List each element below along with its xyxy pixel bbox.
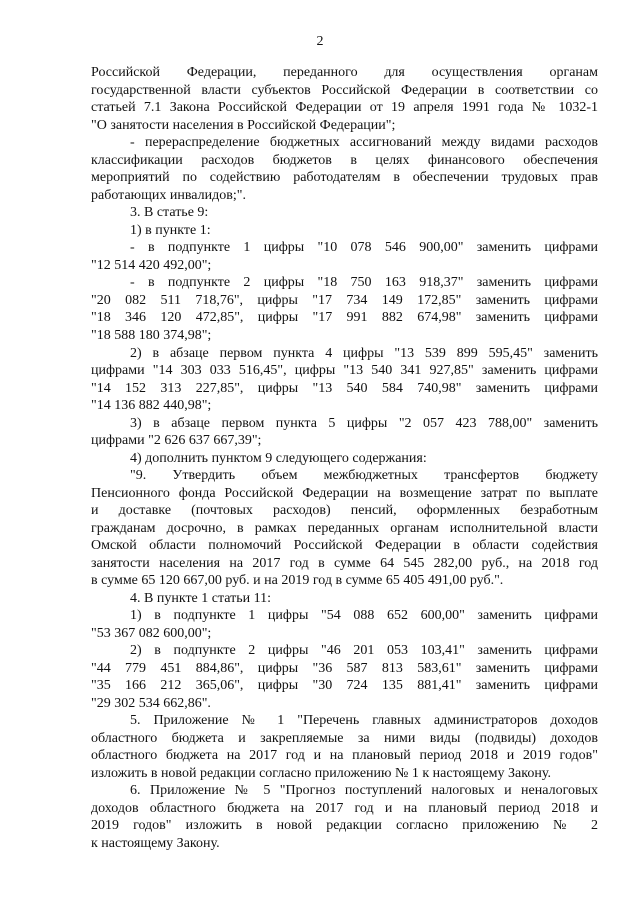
text-line: 4. В пункте 1 статьи 11:: [130, 591, 271, 606]
text-line: в сумме 65 120 667,00 руб. и на 2019 год в сумме 65 405 491,00 руб.".: [91, 573, 504, 588]
text-line: "53 367 082 600,00";: [91, 626, 212, 641]
text-line: цифрами "2 626 637 667,39";: [91, 433, 262, 448]
text-line: "44 779 451 884,86", цифры "36 587 813 583,61" заменить цифрами: [91, 661, 598, 676]
text-line: Омской области полномочий Российской Федерации в области содействия: [91, 538, 598, 553]
text-line: к настоящему Закону.: [91, 836, 220, 851]
text-line: 5. Приложение № 1 "Перечень главных администраторов доходов: [130, 713, 598, 728]
text-line: "12 514 420 492,00";: [91, 258, 212, 273]
text-line: 4) дополнить пунктом 9 следующего содержания:: [130, 451, 427, 466]
text-line: 2) в абзаце первом пункта 4 цифры "13 539 899 595,45" заменить: [130, 346, 598, 361]
text-line: Российской Федерации, переданного для осуществления органам: [91, 65, 598, 80]
text-line: 1) в подпункте 1 цифры "54 088 652 600,00" заменить цифрами: [130, 608, 598, 623]
text-line: областного бюджета на 2017 год и на плановый период 2018 и 2019 годов": [91, 748, 598, 763]
text-line: 3) в абзаце первом пункта 5 цифры "2 057 423 788,00" заменить: [130, 416, 598, 431]
page-number: 2: [316, 34, 324, 49]
text-line: государственной власти субъектов Российской Федерации в соответствии со: [91, 83, 598, 98]
text-line: "20 082 511 718,76", цифры "17 734 149 172,85" заменить цифрами: [91, 293, 598, 308]
text-line: классификации расходов бюджетов в целях финансового обеспечения: [91, 153, 598, 168]
text-line: изложить в новой редакции согласно приложению № 1 к настоящему Закону.: [91, 766, 551, 781]
text-line: цифрами "14 303 033 516,45", цифры "13 540 341 927,85" заменить цифрами: [91, 363, 598, 378]
text-line: 2) в подпункте 2 цифры "46 201 053 103,41" заменить цифрами: [130, 643, 598, 658]
text-line: 6. Приложение № 5 "Прогноз поступлений налоговых и неналоговых: [130, 783, 598, 798]
text-line: "9. Утвердить объем межбюджетных трансфертов бюджету: [130, 468, 598, 483]
text-line: доходов областного бюджета на 2017 год и на плановый период 2018 и: [91, 801, 598, 816]
text-line: занятости населения на 2017 год в сумме 64 545 282,00 руб., на 2018 год: [91, 556, 598, 571]
text-line: "14 136 882 440,98";: [91, 398, 212, 413]
text-line: - в подпункте 2 цифры "18 750 163 918,37" заменить цифрами: [130, 275, 598, 290]
text-line: гражданам досрочно, в рамках переданных органам исполнительной власти: [91, 521, 598, 536]
text-line: "О занятости населения в Российской Федерации";: [91, 118, 396, 133]
text-line: - в подпункте 1 цифры "10 078 546 900,00" заменить цифрами: [130, 240, 598, 255]
text-line: 3. В статье 9:: [130, 205, 209, 220]
text-line: мероприятий по содействию работодателям в обеспечении трудовых прав: [91, 170, 598, 185]
text-line: Пенсионного фонда Российской Федерации на возмещение затрат по выплате: [91, 486, 598, 501]
text-line: "18 346 120 472,85", цифры "17 991 882 674,98" заменить цифрами: [91, 310, 598, 325]
text-line: работающих инвалидов;".: [91, 188, 246, 203]
text-line: статьей 7.1 Закона Российской Федерации от 19 апреля 1991 года № 1032-1: [91, 100, 598, 115]
text-line: "18 588 180 374,98";: [91, 328, 212, 343]
text-line: "29 302 534 662,86".: [91, 696, 211, 711]
text-line: - перераспределение бюджетных ассигнований между видами расходов: [130, 135, 598, 150]
text-line: 1) в пункте 1:: [130, 223, 211, 238]
text-line: "35 166 212 365,06", цифры "30 724 135 881,41" заменить цифрами: [91, 678, 598, 693]
text-line: 2019 годов" изложить в новой редакции согласно приложению № 2: [91, 818, 598, 833]
text-line: и доставке (почтовых расходов) пенсий, оформленных безработным: [91, 503, 598, 518]
text-line: областного бюджета и закрепляемые за ними виды (подвиды) доходов: [91, 731, 598, 746]
text-line: "14 152 313 227,85", цифры "13 540 584 740,98" заменить цифрами: [91, 381, 598, 396]
